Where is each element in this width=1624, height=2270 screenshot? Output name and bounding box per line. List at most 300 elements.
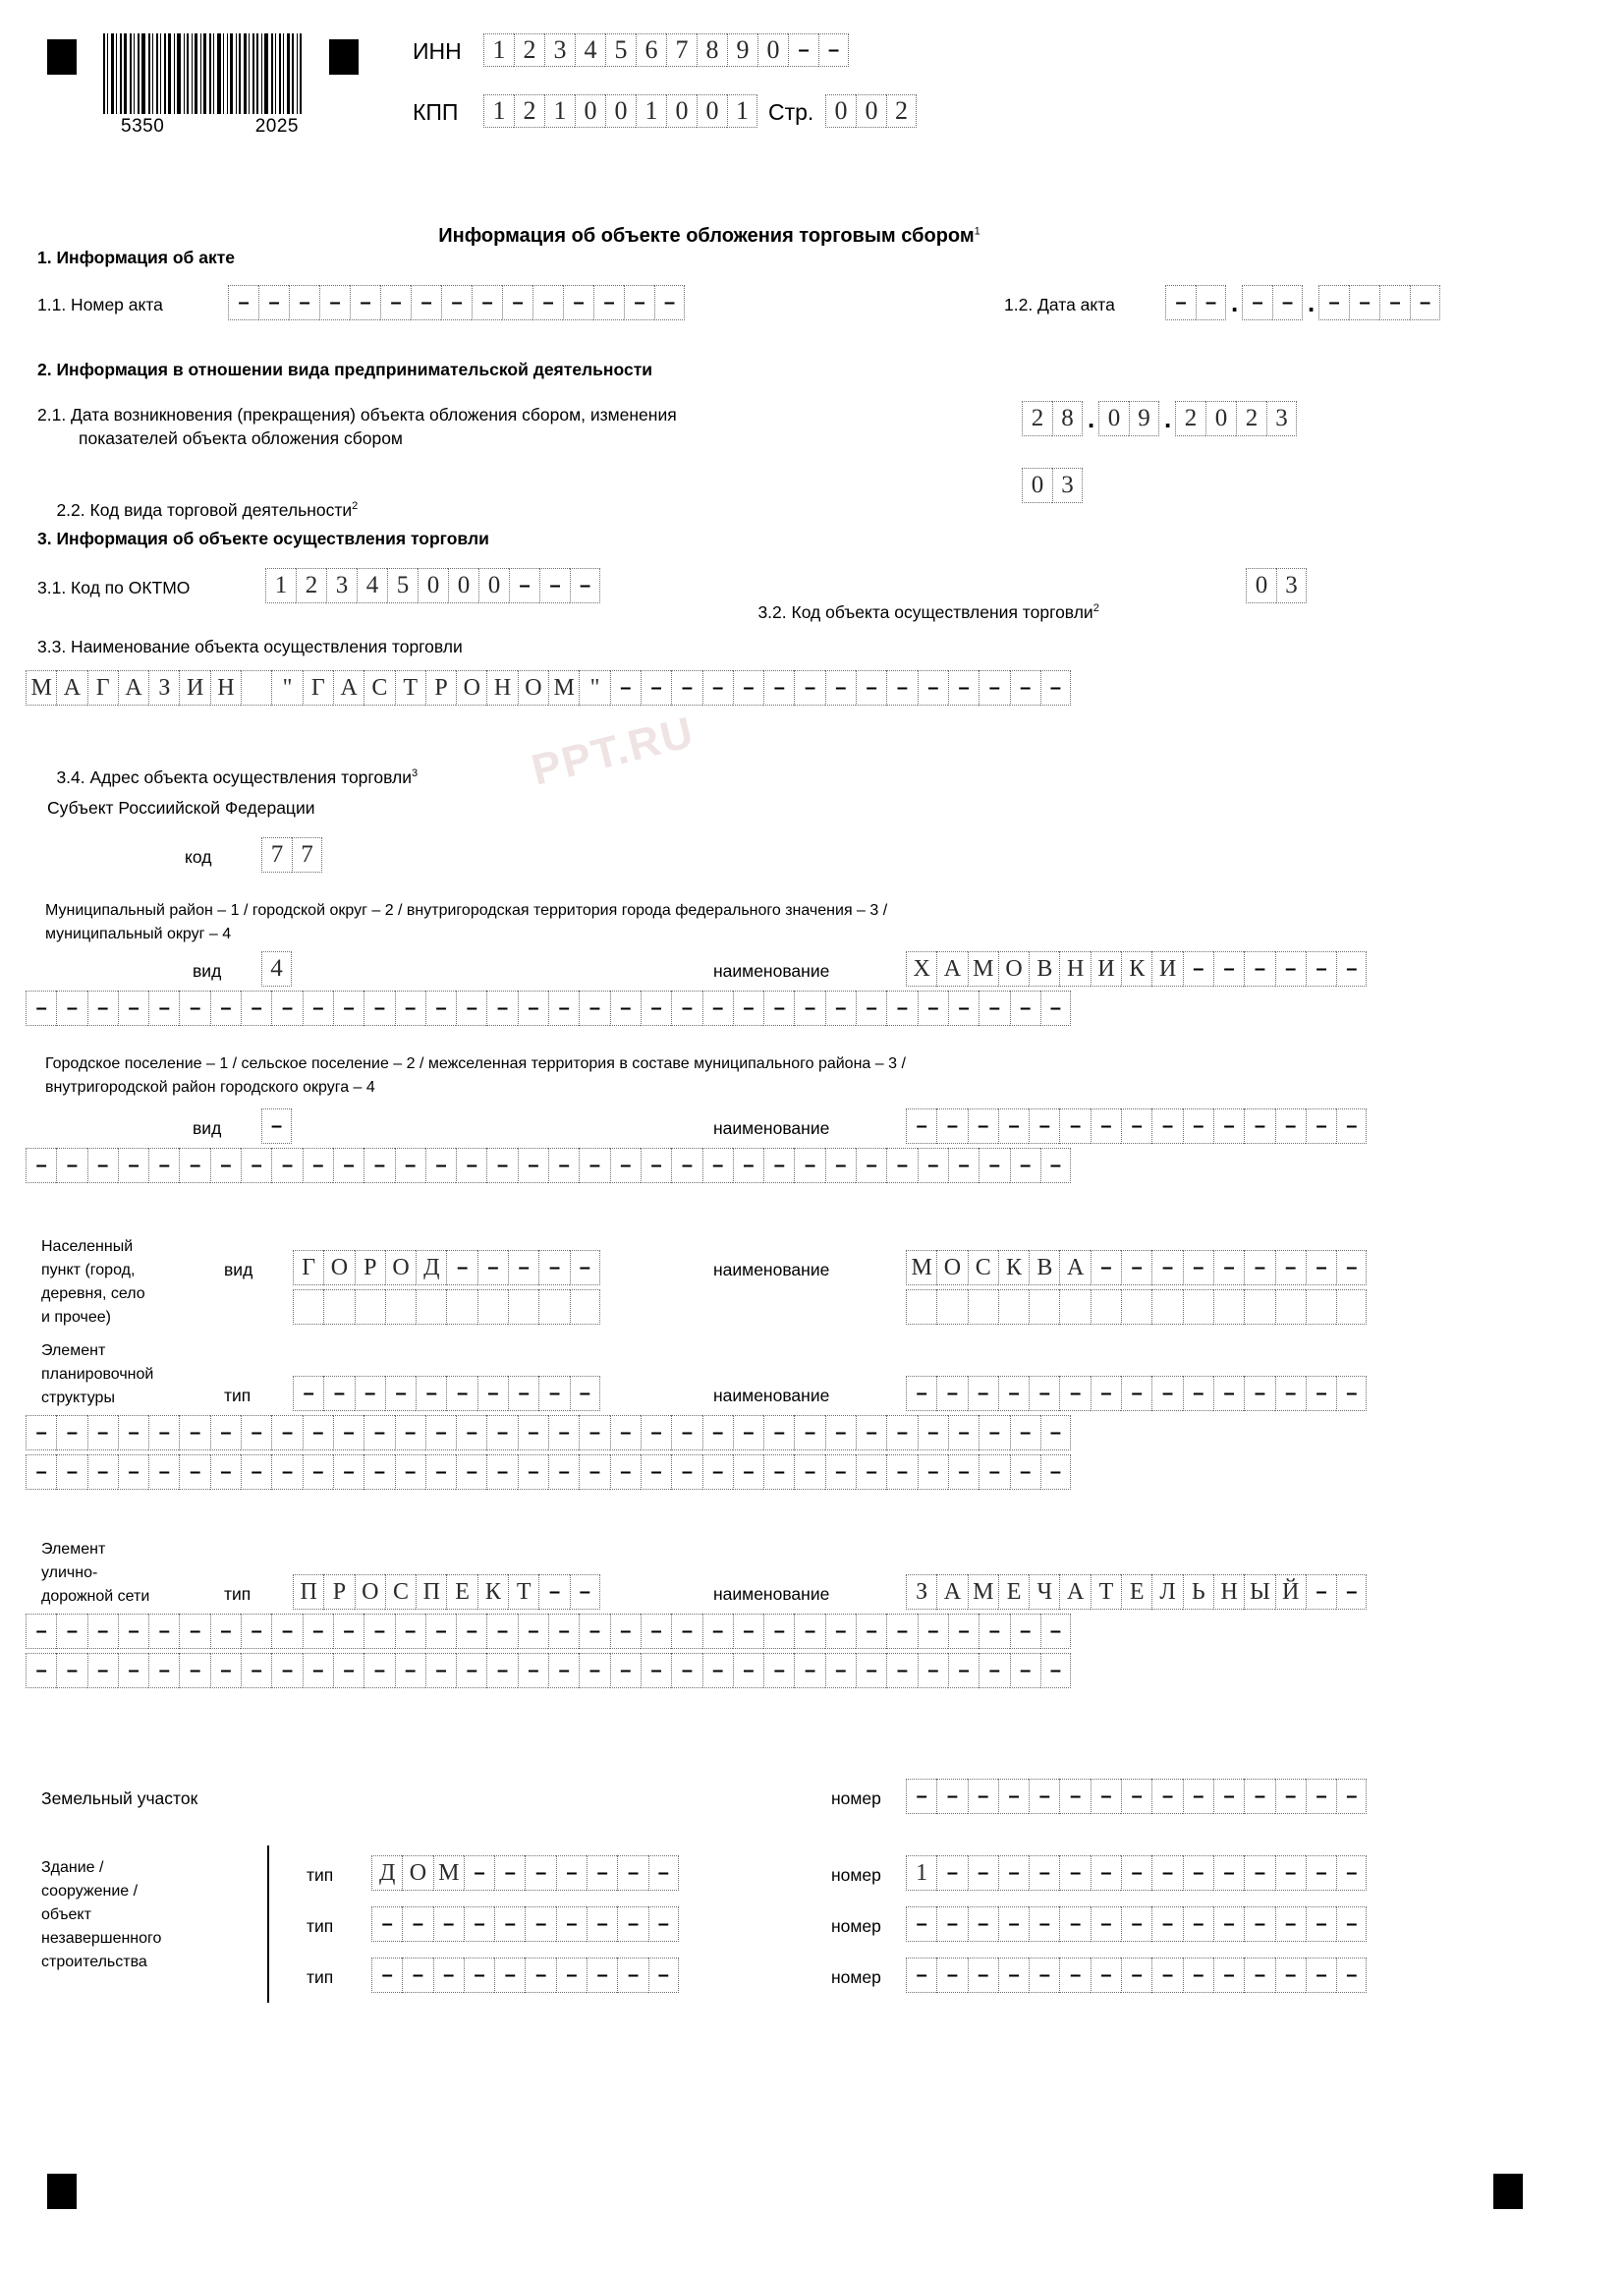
form-cell[interactable]: О (323, 1250, 354, 1285)
form-cell[interactable]: Й (1275, 1574, 1306, 1610)
form-cell[interactable] (477, 1289, 508, 1325)
form-cell[interactable]: Д (416, 1250, 446, 1285)
form-cell[interactable]: 2 (1175, 401, 1205, 436)
form-cell[interactable]: М (26, 670, 56, 706)
form-cell[interactable] (1121, 1779, 1151, 1814)
form-cell[interactable] (1121, 1108, 1151, 1144)
form-cell[interactable] (671, 1148, 701, 1183)
form-cell[interactable] (948, 1454, 979, 1490)
form-cell[interactable] (26, 1415, 56, 1450)
form-cell[interactable] (856, 1454, 886, 1490)
form-cell[interactable] (56, 991, 86, 1026)
building-number-input-2[interactable] (906, 1906, 1367, 1942)
form-cell[interactable]: Г (303, 670, 333, 706)
form-cell[interactable]: 1 (483, 94, 514, 128)
form-cell[interactable] (1336, 951, 1367, 987)
form-cell[interactable] (1213, 1906, 1244, 1942)
form-cell[interactable] (1010, 670, 1040, 706)
form-cell[interactable] (918, 1415, 948, 1450)
form-cell[interactable]: Р (323, 1574, 354, 1610)
form-cell[interactable] (425, 1148, 456, 1183)
form-cell[interactable]: А (333, 670, 364, 706)
form-cell[interactable] (118, 1454, 148, 1490)
form-cell[interactable]: Н (486, 670, 517, 706)
form-cell[interactable]: А (56, 670, 86, 706)
form-cell[interactable] (1183, 1250, 1213, 1285)
field-3-2-input[interactable] (1246, 568, 1307, 603)
form-cell[interactable] (26, 1148, 56, 1183)
form-cell[interactable] (794, 991, 824, 1026)
form-cell[interactable] (948, 1415, 979, 1450)
form-cell[interactable] (763, 670, 794, 706)
form-cell[interactable] (825, 1415, 856, 1450)
form-cell[interactable]: 0 (448, 568, 478, 603)
form-cell[interactable]: 1 (636, 94, 666, 128)
street-input-row3[interactable] (26, 1653, 1071, 1688)
form-cell[interactable] (563, 285, 593, 320)
form-cell[interactable] (118, 1614, 148, 1649)
form-cell[interactable]: Г (293, 1250, 323, 1285)
form-cell[interactable] (261, 1108, 292, 1144)
form-cell[interactable] (610, 991, 641, 1026)
form-cell[interactable] (118, 991, 148, 1026)
form-cell[interactable] (948, 1614, 979, 1649)
form-cell[interactable] (525, 1906, 555, 1942)
form-cell[interactable] (494, 1855, 525, 1891)
form-cell[interactable] (671, 670, 701, 706)
form-cell[interactable] (333, 1415, 364, 1450)
settlement-name-input-row2[interactable] (26, 1148, 1071, 1183)
form-cell[interactable]: Ы (1244, 1574, 1274, 1610)
form-cell[interactable] (570, 1574, 600, 1610)
form-cell[interactable] (525, 1855, 555, 1891)
form-cell[interactable]: О (355, 1574, 385, 1610)
form-cell[interactable] (1306, 1779, 1336, 1814)
form-cell[interactable]: 1 (544, 94, 575, 128)
form-cell[interactable]: Н (1059, 951, 1090, 987)
form-cell[interactable] (350, 285, 380, 320)
form-cell[interactable] (472, 285, 502, 320)
form-cell[interactable] (856, 1653, 886, 1688)
form-cell[interactable] (486, 1454, 517, 1490)
form-cell[interactable]: О (518, 670, 548, 706)
form-cell[interactable] (1244, 1289, 1274, 1325)
form-cell[interactable] (587, 1958, 617, 1993)
form-cell[interactable]: Ь (1183, 1574, 1213, 1610)
form-cell[interactable] (570, 568, 600, 603)
form-cell[interactable] (1183, 1289, 1213, 1325)
form-cell[interactable] (763, 1454, 794, 1490)
form-cell[interactable] (518, 1614, 548, 1649)
form-cell[interactable]: " (271, 670, 302, 706)
form-cell[interactable] (539, 568, 570, 603)
form-cell[interactable]: А (936, 951, 967, 987)
form-cell[interactable] (1213, 1289, 1244, 1325)
form-cell[interactable] (617, 1906, 647, 1942)
form-cell[interactable] (1244, 1958, 1274, 1993)
form-cell[interactable] (1040, 991, 1071, 1026)
form-cell[interactable] (1410, 285, 1440, 320)
form-cell[interactable] (1040, 1415, 1071, 1450)
form-cell[interactable] (641, 991, 671, 1026)
form-cell[interactable] (1275, 1376, 1306, 1411)
form-cell[interactable] (364, 991, 394, 1026)
locality-vid-input[interactable] (293, 1250, 600, 1285)
form-cell[interactable] (1029, 1958, 1059, 1993)
form-cell[interactable] (1010, 1148, 1040, 1183)
form-cell[interactable] (624, 285, 654, 320)
form-cell[interactable] (271, 1614, 302, 1649)
form-cell[interactable] (508, 1376, 538, 1411)
form-cell[interactable] (1121, 1855, 1151, 1891)
form-cell[interactable] (241, 1653, 271, 1688)
form-cell[interactable]: 7 (261, 837, 292, 873)
form-cell[interactable] (968, 1906, 998, 1942)
form-cell[interactable]: Р (355, 1250, 385, 1285)
form-cell[interactable] (1213, 951, 1244, 987)
form-cell[interactable] (1183, 1958, 1213, 1993)
form-cell[interactable]: 4 (357, 568, 387, 603)
form-cell[interactable] (702, 670, 733, 706)
form-cell[interactable] (702, 1653, 733, 1688)
form-cell[interactable] (1121, 1250, 1151, 1285)
form-cell[interactable]: 0 (418, 568, 448, 603)
form-cell[interactable]: 0 (856, 94, 886, 128)
form-cell[interactable] (241, 1614, 271, 1649)
form-cell[interactable] (303, 1415, 333, 1450)
form-cell[interactable] (333, 1653, 364, 1688)
form-cell[interactable] (702, 991, 733, 1026)
form-cell[interactable] (433, 1906, 464, 1942)
form-cell[interactable] (548, 1653, 579, 1688)
form-cell[interactable] (825, 670, 856, 706)
form-cell[interactable] (433, 1958, 464, 1993)
form-cell[interactable] (1275, 1779, 1306, 1814)
form-cell[interactable] (906, 1906, 936, 1942)
form-cell[interactable]: Е (1121, 1574, 1151, 1610)
form-cell[interactable] (395, 1454, 425, 1490)
form-cell[interactable] (371, 1906, 402, 1942)
form-cell[interactable] (532, 285, 563, 320)
form-cell[interactable] (979, 1454, 1009, 1490)
form-cell[interactable] (87, 991, 118, 1026)
form-cell[interactable]: 1 (265, 568, 296, 603)
form-cell[interactable] (1010, 991, 1040, 1026)
form-cell[interactable] (364, 1454, 394, 1490)
form-cell[interactable] (733, 670, 763, 706)
form-cell[interactable] (56, 1653, 86, 1688)
form-cell[interactable] (395, 991, 425, 1026)
locality-name-input-row2[interactable] (906, 1289, 1367, 1325)
form-cell[interactable]: 6 (636, 33, 666, 67)
form-cell[interactable]: 3 (1052, 468, 1083, 503)
form-cell[interactable] (733, 1148, 763, 1183)
form-cell[interactable] (1213, 1250, 1244, 1285)
form-cell[interactable]: П (416, 1574, 446, 1610)
form-cell[interactable]: О (385, 1250, 416, 1285)
settlement-vid-input[interactable] (261, 1108, 292, 1144)
form-cell[interactable] (148, 1148, 179, 1183)
form-cell[interactable] (1336, 1906, 1367, 1942)
form-cell[interactable] (456, 991, 486, 1026)
form-cell[interactable] (385, 1289, 416, 1325)
form-cell[interactable] (579, 1454, 609, 1490)
form-cell[interactable] (1275, 1108, 1306, 1144)
form-cell[interactable]: 0 (605, 94, 636, 128)
form-cell[interactable] (641, 670, 671, 706)
form-cell[interactable] (936, 1376, 967, 1411)
form-cell[interactable] (998, 1779, 1029, 1814)
form-cell[interactable]: Е (446, 1574, 476, 1610)
form-cell[interactable] (118, 1148, 148, 1183)
form-cell[interactable] (968, 1958, 998, 1993)
form-cell[interactable] (702, 1148, 733, 1183)
planning-input-row3[interactable] (26, 1454, 1071, 1490)
form-cell[interactable] (303, 1454, 333, 1490)
form-cell[interactable] (518, 991, 548, 1026)
form-cell[interactable] (477, 1250, 508, 1285)
form-cell[interactable]: М (906, 1250, 936, 1285)
form-cell[interactable] (1244, 1250, 1274, 1285)
form-cell[interactable] (1091, 1250, 1121, 1285)
form-cell[interactable] (556, 1906, 587, 1942)
form-cell[interactable] (1059, 1779, 1090, 1814)
form-cell[interactable] (1183, 951, 1213, 987)
field-3-1-input[interactable] (265, 568, 600, 603)
form-cell[interactable] (1306, 1108, 1336, 1144)
form-cell[interactable]: 0 (825, 94, 856, 128)
form-cell[interactable] (87, 1148, 118, 1183)
form-cell[interactable]: 1 (483, 33, 514, 67)
form-cell[interactable] (538, 1376, 569, 1411)
form-cell[interactable]: 8 (697, 33, 727, 67)
form-cell[interactable] (936, 1906, 967, 1942)
form-cell[interactable] (1183, 1906, 1213, 1942)
form-cell[interactable] (579, 991, 609, 1026)
form-cell[interactable] (210, 1454, 241, 1490)
form-cell[interactable] (825, 1148, 856, 1183)
form-cell[interactable] (886, 1415, 917, 1450)
form-cell[interactable] (979, 1415, 1009, 1450)
form-cell[interactable] (556, 1855, 587, 1891)
form-cell[interactable] (303, 1614, 333, 1649)
form-cell[interactable] (610, 1454, 641, 1490)
form-cell[interactable] (856, 1148, 886, 1183)
locality-vid-input-row2[interactable] (293, 1289, 600, 1325)
form-cell[interactable] (1213, 1958, 1244, 1993)
form-cell[interactable] (579, 1653, 609, 1688)
form-cell[interactable] (570, 1289, 600, 1325)
form-cell[interactable] (968, 1108, 998, 1144)
form-cell[interactable] (1091, 1376, 1121, 1411)
form-cell[interactable] (293, 1376, 323, 1411)
form-cell[interactable] (794, 1415, 824, 1450)
form-cell[interactable] (525, 1958, 555, 1993)
form-cell[interactable] (579, 1614, 609, 1649)
form-cell[interactable]: З (906, 1574, 936, 1610)
form-cell[interactable] (794, 1653, 824, 1688)
form-cell[interactable] (446, 1250, 476, 1285)
form-cell[interactable] (179, 991, 209, 1026)
planning-input-row2[interactable] (26, 1415, 1071, 1450)
form-cell[interactable]: 9 (1129, 401, 1159, 436)
form-cell[interactable] (918, 670, 948, 706)
form-cell[interactable]: О (998, 951, 1029, 987)
form-cell[interactable]: 0 (1022, 468, 1052, 503)
form-cell[interactable] (1213, 1779, 1244, 1814)
form-cell[interactable] (1244, 1779, 1274, 1814)
form-cell[interactable] (425, 1614, 456, 1649)
building-tip-input-1[interactable] (371, 1855, 679, 1891)
planning-name-input[interactable] (906, 1376, 1367, 1411)
form-cell[interactable] (323, 1376, 354, 1411)
form-cell[interactable] (319, 285, 350, 320)
form-cell[interactable] (333, 1148, 364, 1183)
form-cell[interactable] (509, 568, 539, 603)
form-cell[interactable]: С (385, 1574, 416, 1610)
form-cell[interactable] (968, 1779, 998, 1814)
form-cell[interactable] (1306, 1574, 1336, 1610)
form-cell[interactable] (906, 1108, 936, 1144)
form-cell[interactable] (548, 1148, 579, 1183)
settlement-name-input[interactable] (906, 1108, 1367, 1144)
form-cell[interactable]: 0 (575, 94, 605, 128)
form-cell[interactable] (486, 1653, 517, 1688)
form-cell[interactable]: 2 (514, 33, 544, 67)
field-2-2-input[interactable] (1022, 468, 1083, 503)
form-cell[interactable] (979, 1653, 1009, 1688)
form-cell[interactable] (856, 991, 886, 1026)
form-cell[interactable]: И (1091, 951, 1121, 987)
form-cell[interactable] (364, 1415, 394, 1450)
form-cell[interactable]: 0 (1098, 401, 1129, 436)
form-cell[interactable] (87, 1614, 118, 1649)
form-cell[interactable] (1091, 1855, 1121, 1891)
form-cell[interactable] (1091, 1108, 1121, 1144)
form-cell[interactable] (1275, 1250, 1306, 1285)
form-cell[interactable]: 2 (886, 94, 917, 128)
form-cell[interactable] (402, 1906, 432, 1942)
form-cell[interactable] (486, 991, 517, 1026)
form-cell[interactable] (425, 1415, 456, 1450)
form-cell[interactable] (1242, 285, 1272, 320)
form-cell[interactable] (648, 1958, 679, 1993)
form-cell[interactable] (1336, 1779, 1367, 1814)
form-cell[interactable] (648, 1855, 679, 1891)
building-number-input-1[interactable] (906, 1855, 1367, 1891)
form-cell[interactable] (968, 1855, 998, 1891)
form-cell[interactable] (1275, 1289, 1306, 1325)
form-cell[interactable] (456, 1653, 486, 1688)
form-cell[interactable] (998, 1289, 1029, 1325)
form-cell[interactable] (179, 1454, 209, 1490)
form-cell[interactable]: М (433, 1855, 464, 1891)
form-cell[interactable] (1213, 1855, 1244, 1891)
form-cell[interactable] (763, 1614, 794, 1649)
form-cell[interactable] (289, 285, 319, 320)
form-cell[interactable] (1151, 1855, 1182, 1891)
field-3-3-input[interactable] (26, 670, 1071, 706)
form-cell[interactable]: 0 (478, 568, 509, 603)
form-cell[interactable] (210, 991, 241, 1026)
form-cell[interactable] (1059, 1289, 1090, 1325)
form-cell[interactable] (936, 1289, 967, 1325)
form-cell[interactable] (502, 285, 532, 320)
form-cell[interactable] (518, 1454, 548, 1490)
form-cell[interactable] (702, 1415, 733, 1450)
form-cell[interactable] (1165, 285, 1196, 320)
form-cell[interactable]: Е (998, 1574, 1029, 1610)
form-cell[interactable] (518, 1653, 548, 1688)
form-cell[interactable]: А (1059, 1250, 1090, 1285)
form-cell[interactable] (617, 1958, 647, 1993)
form-cell[interactable] (1059, 1906, 1090, 1942)
form-cell[interactable] (477, 1376, 508, 1411)
form-cell[interactable] (548, 1454, 579, 1490)
form-cell[interactable] (918, 1148, 948, 1183)
form-cell[interactable] (87, 1415, 118, 1450)
form-cell[interactable] (323, 1289, 354, 1325)
form-cell[interactable] (118, 1653, 148, 1688)
form-cell[interactable]: 2 (514, 94, 544, 128)
form-cell[interactable] (654, 285, 685, 320)
form-cell[interactable]: Х (906, 951, 936, 987)
form-cell[interactable] (241, 1148, 271, 1183)
form-cell[interactable] (456, 1148, 486, 1183)
form-cell[interactable] (610, 670, 641, 706)
form-cell[interactable] (446, 1289, 476, 1325)
form-cell[interactable] (1040, 1614, 1071, 1649)
form-cell[interactable] (333, 991, 364, 1026)
form-cell[interactable] (456, 1614, 486, 1649)
form-cell[interactable]: 0 (666, 94, 697, 128)
form-cell[interactable] (1010, 1415, 1040, 1450)
form-cell[interactable] (763, 991, 794, 1026)
form-cell[interactable] (333, 1614, 364, 1649)
form-cell[interactable] (702, 1454, 733, 1490)
form-cell[interactable] (794, 1614, 824, 1649)
form-cell[interactable] (1275, 1855, 1306, 1891)
form-cell[interactable] (918, 1614, 948, 1649)
form-cell[interactable] (56, 1614, 86, 1649)
form-cell[interactable] (570, 1250, 600, 1285)
form-cell[interactable] (402, 1958, 432, 1993)
form-cell[interactable] (906, 1779, 936, 1814)
form-cell[interactable]: И (1151, 951, 1182, 987)
form-cell[interactable] (671, 1653, 701, 1688)
form-cell[interactable] (118, 1415, 148, 1450)
form-cell[interactable] (494, 1906, 525, 1942)
building-number-input-3[interactable] (906, 1958, 1367, 1993)
form-cell[interactable] (364, 1614, 394, 1649)
form-cell[interactable] (486, 1148, 517, 1183)
form-cell[interactable]: 4 (575, 33, 605, 67)
form-cell[interactable]: 8 (1052, 401, 1083, 436)
form-cell[interactable] (446, 1376, 476, 1411)
form-cell[interactable] (364, 1148, 394, 1183)
form-cell[interactable] (1183, 1779, 1213, 1814)
form-cell[interactable] (494, 1958, 525, 1993)
form-cell[interactable] (148, 1454, 179, 1490)
form-cell[interactable] (241, 1415, 271, 1450)
form-cell[interactable]: 7 (292, 837, 322, 873)
form-cell[interactable] (1306, 1250, 1336, 1285)
form-cell[interactable] (1306, 1376, 1336, 1411)
form-cell[interactable]: В (1029, 951, 1059, 987)
form-cell[interactable]: 3 (1266, 401, 1297, 436)
form-cell[interactable] (1010, 1653, 1040, 1688)
form-cell[interactable] (979, 1148, 1009, 1183)
